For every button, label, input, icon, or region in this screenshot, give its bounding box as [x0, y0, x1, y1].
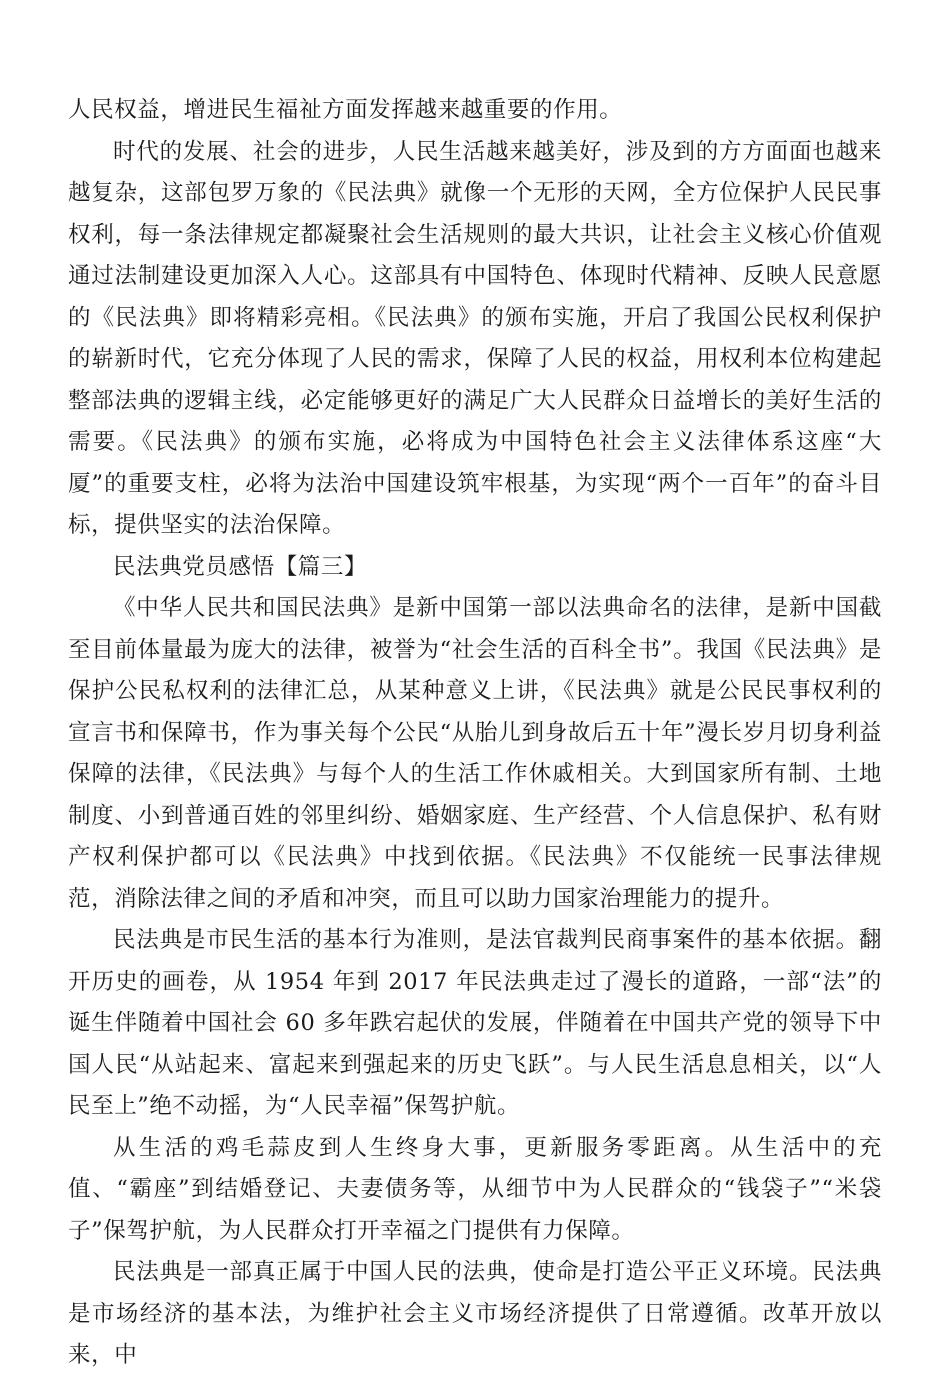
paragraph-civil-code-overview: 《中华人民共和国民法典》是新中国第一部以法典命名的法律，是新中国截至目前体量最为庞大的法律，被誉为“社会生活的百科全书”。我国《民法典》是保护公民私权利的法律汇总，从某种意义上讲，《民法典》就是公民民事权利的宣言书和保障书，作为事关每个公民“从胎儿到身故后五十年”漫长岁月切身利益保障的法律，《民法典》与每个人的生活工作休戚相关。大到国家所有制、土地制度、小到普通百姓的邻里纠纷、婚姻家庭、生产经营、个人信息保护、私有财产权利保护都可以《民法典》中找到依据。《民法典》不仅能统一民事法律规范，消除法律之间的矛盾和冲突，而且可以助力国家治理能力的提升。 — [68, 595, 882, 912]
section-heading-part-three: 民法典党员感悟【篇三】 — [113, 553, 368, 580]
paragraph-civil-code-era: 时代的发展、社会的进步，人民生活越来越美好，涉及到的方方面面也越来越复杂，这部包罗万象的《民法典》就像一个无形的天网，全方位保护人民民事权利，每一条法律规定都凝聚社会生活规则的最大共识，让社会主义核心价值观通过法制建设更加深入人心。这部具有中国特色、体现时代精神、反映人民意愿的《民法典》即将精彩亮相。《民法典》的颁布实施，开启了我国公民权利保护的崭新时代，它充分体现了人民的需求，保障了人民的权益，用权利本位构建起整部法典的逻辑主线，必定能够更好的满足广大人民群众日益增长的美好生活的需要。《民法典》的颁布实施，必将成为中国特色社会主义法律体系这座“大厦”的重要支柱，必将为法治中国建设筑牢根基，为实现“两个一百年”的奋斗目标，提供坚实的法治保障。 — [68, 138, 882, 538]
paragraph-daily-life: 从生活的鸡毛蒜皮到人生终身大事，更新服务零距离。从生活中的充值、“霸座”到结婚登记、夫妻债务等，从细节中为人民群众的“钱袋子”“米袋子”保驾护航，为人民群众打开幸福之门提供有力保障。 — [68, 1134, 882, 1244]
paragraph-civil-code-history: 民法典是市民生活的基本行为准则，是法官裁判民商事案件的基本依据。翻开历史的画卷，从 1954 年到 2017 年民法典走过了漫长的道路，一部“法”的诞生伴随着中国社会 60 多年跌宕起伏的发展，伴随着在中国共产党的领导下中国人民“从站起来、富起来到强起来的历史飞跃”。与人民生活息息相关，以“人民至上”绝不动摇，为“人民幸福”保驾护航。 — [68, 927, 882, 1119]
paragraph-market-economy: 民法典是一部真正属于中国人民的法典，使命是打造公平正义环境。民法典是市场经济的基本法，为维护社会主义市场经济提供了日常遵循。改革开放以来，中 — [68, 1259, 882, 1368]
document-body — [68, 90, 882, 1377]
paragraph-continuation: 人民权益，增进民生福祉方面发挥越来越重要的作用。 — [68, 97, 623, 123]
